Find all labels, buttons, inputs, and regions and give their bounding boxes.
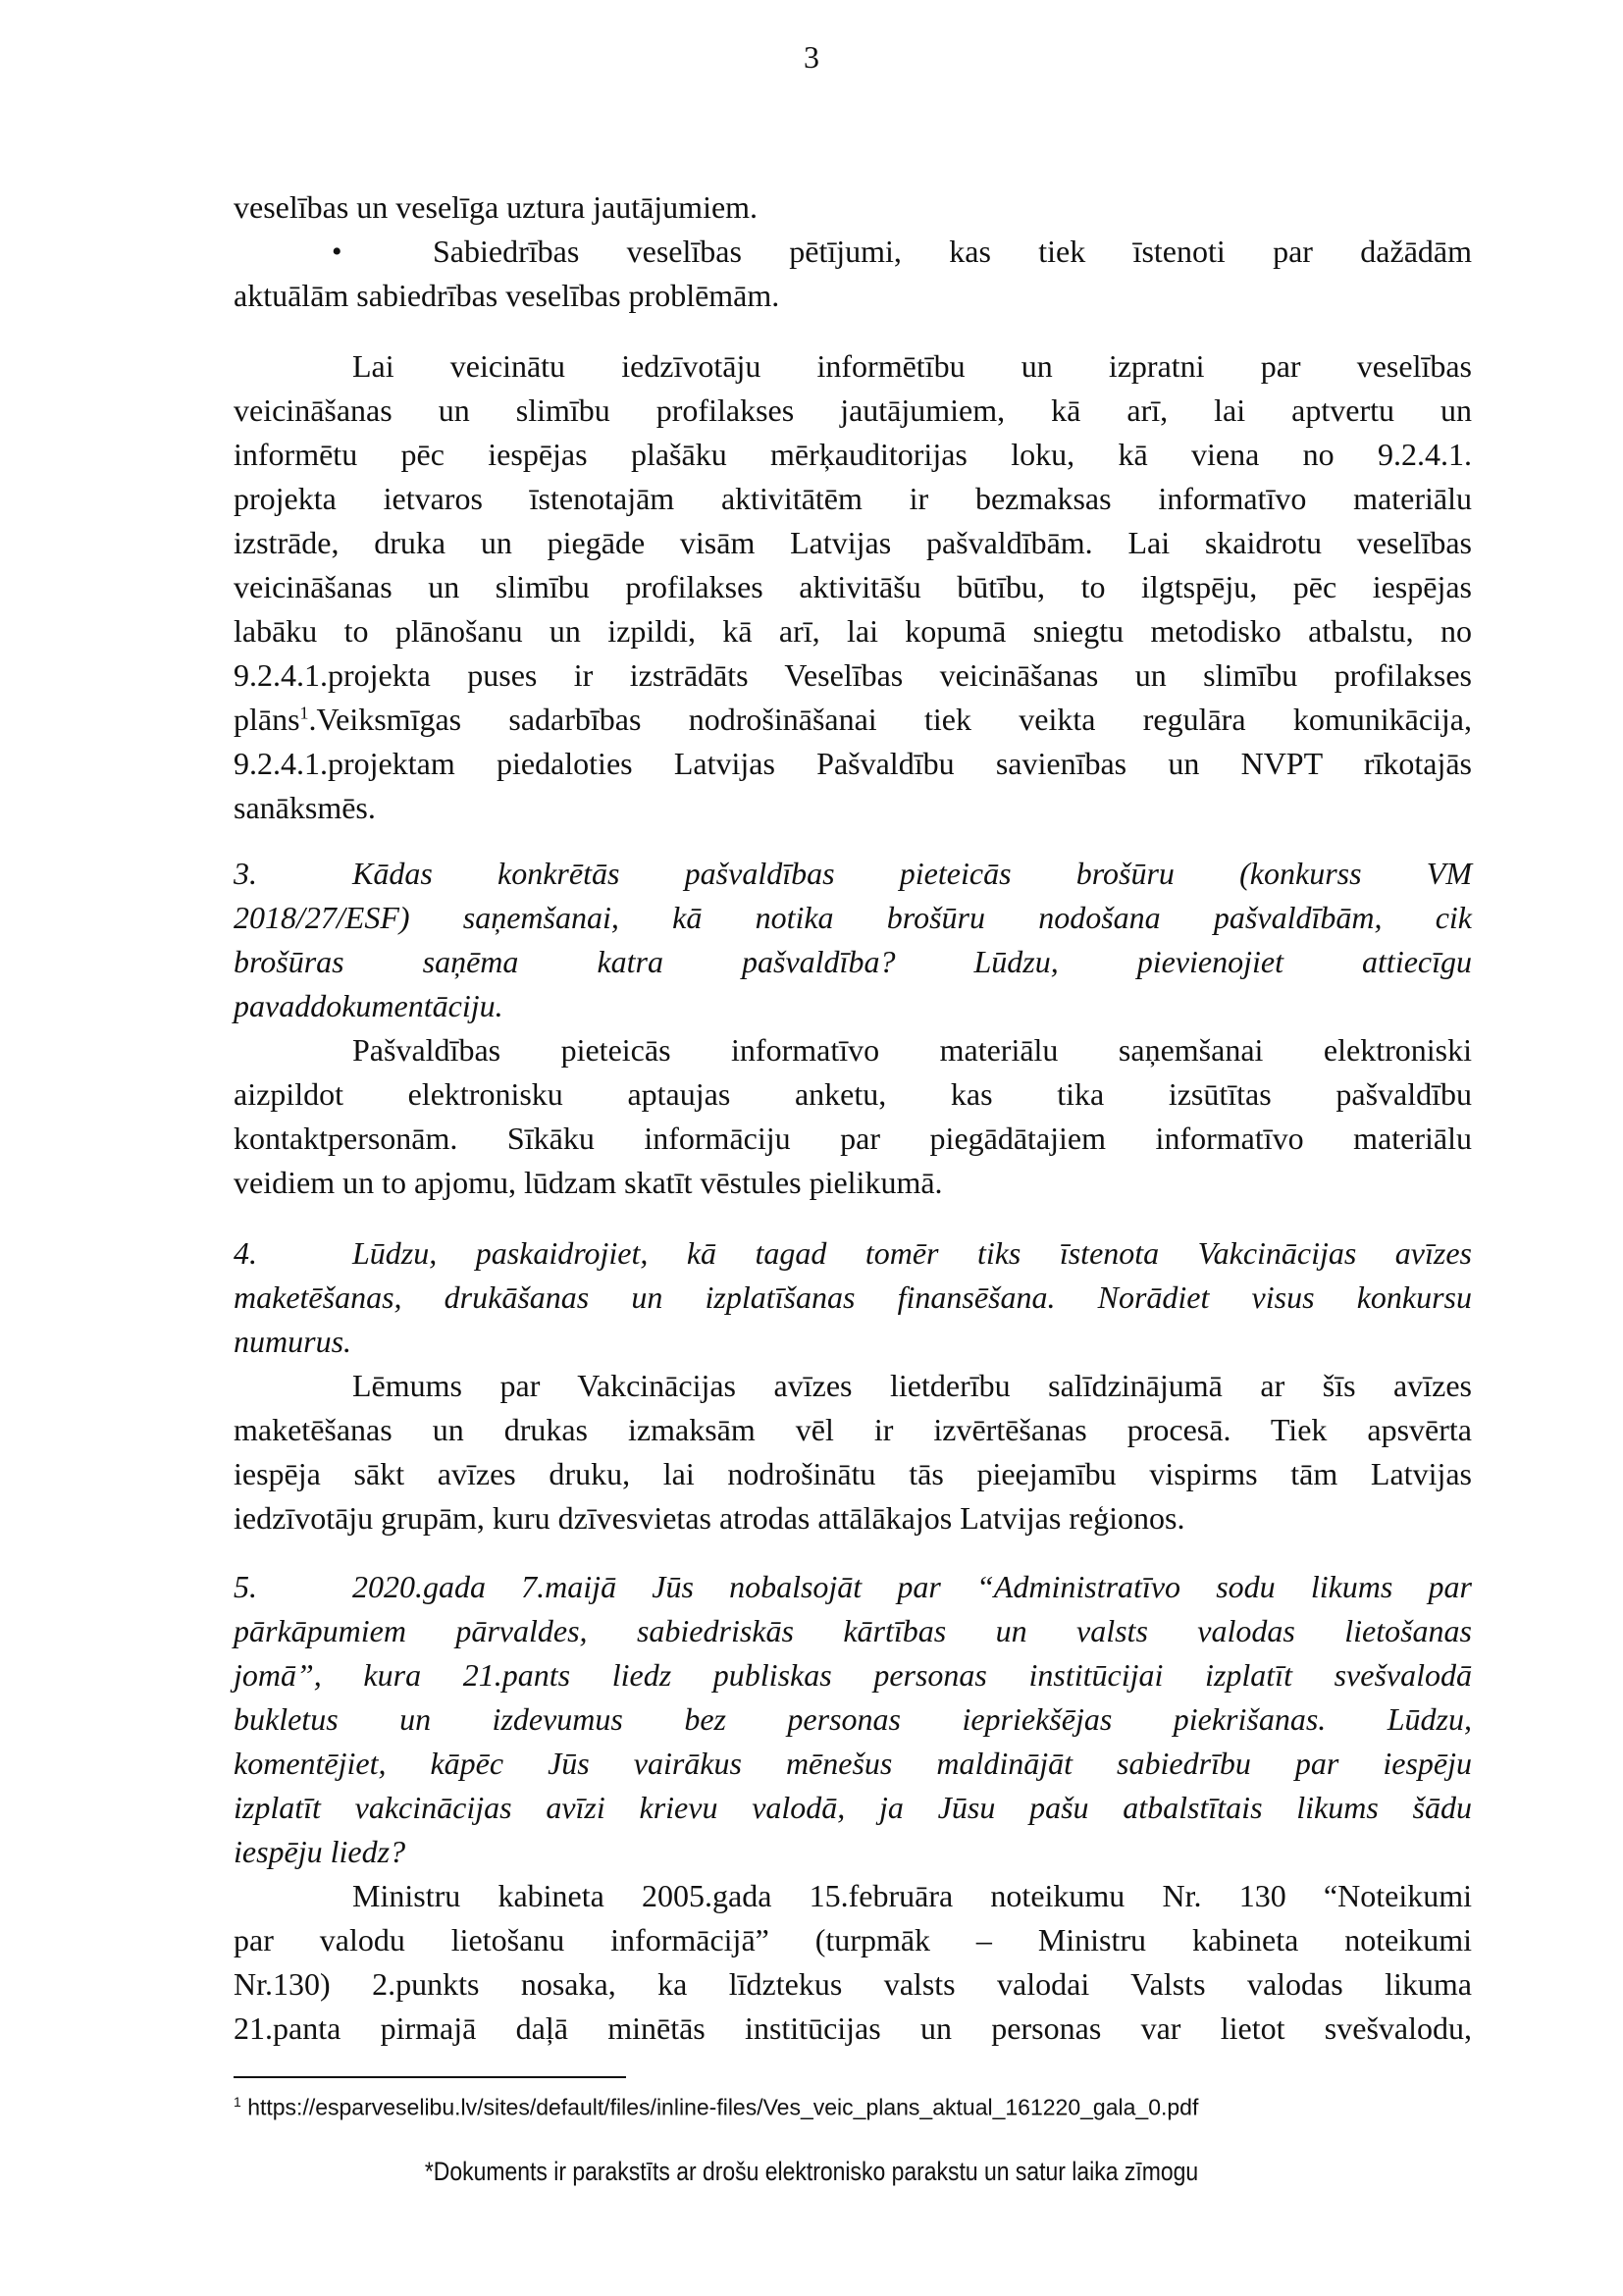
text-line: iespēja sākt avīzes druku, lai nodrošinātu tās pieejamību vispirms tām Latvijas [234,1456,1472,1491]
text-line: 2018/27/ESF) saņemšanai, kā notika brošūru nodošana pašvaldībām, cik [234,900,1472,935]
question-number: 3. [234,856,257,891]
text-line: sanāksmēs. [234,790,376,825]
text-line: maketēšanas, drukāšanas un izplatīšanas finansēšana. Norādiet visus konkursu [234,1279,1472,1315]
paragraph-informative-materials [234,344,1472,830]
text-line [234,1231,1472,1276]
text-line [234,852,1472,896]
text-line: Ministru kabineta 2005.gada 15.februāra noteikumu Nr. 130 “Noteikumi [352,1878,1472,1913]
text-line: 9.2.4.1.projektam piedaloties Latvijas Pašvaldību savienības un NVPT rīkotajās [234,746,1472,781]
text-line: veselības un veselīga uztura jautājumiem. [234,189,759,225]
footnote-ref[interactable]: 1 [299,703,309,723]
text-line: izstrāde, druka un piegāde visām Latvijas pašvaldībām. Lai skaidrotu veselības [234,525,1472,560]
footnote [234,2094,1198,2121]
text-line: Lēmums par Vakcinācijas avīzes lietderību salīdzinājumā ar šīs avīzes [352,1368,1472,1403]
page-number: 3 [804,39,819,75]
text-line [234,698,1472,742]
question-number: 4. [234,1235,257,1271]
text-line: veidiem un to apjomu, lūdzam skatīt vēstules pielikumā. [234,1165,943,1200]
text-line: Pašvaldības pieteicās informatīvo materiālu saņemšanai elektroniski [352,1032,1472,1068]
question-4 [234,1231,1472,1540]
footnote-number: 1 [234,2094,241,2110]
text-line: par valodu lietošanu informācijā” (turpmāk – Ministru kabineta noteikumi [234,1922,1472,1957]
text-line: projekta ietvaros īstenotajām aktivitātēm ir bezmaksas informatīvo materiālu [234,481,1472,516]
text-line: pavaddokumentāciju. [234,988,503,1023]
text-fragment: Kādas konkrētās pašvaldības pieteicās brošūru (konkurss VM [352,856,1472,891]
text-line: kontaktpersonām. Sīkāku informāciju par piegādātajiem informatīvo materiālu [234,1121,1472,1156]
signature-notice: *Dokuments ir parakstīts ar drošu elektronisko parakstu un satur laika zīmogu [424,2157,1199,2186]
text-fragment: 2020.gada 7.maijā Jūs nobalsojāt par “Administratīvo sodu likums par [352,1569,1472,1604]
text-line: informētu pēc iespējas plašāku mērķauditorijas loku, kā viena no 9.2.4.1. [234,437,1472,472]
footnote-link[interactable]: https://esparveselibu.lv/sites/default/files/inline-files/Ves_veic_plans_aktual_161220_gala_0.pdf [247,2094,1199,2120]
text-line: Lai veicinātu iedzīvotāju informētību un izpratni par veselības [352,348,1472,384]
text-line: iespēju liedz? [234,1834,406,1869]
bullet-icon: • [332,235,342,268]
text-line [234,1565,1472,1609]
footnote-divider [234,2076,626,2078]
text-line: brošūras saņēma katra pašvaldība? Lūdzu, pievienojiet attiecīgu [234,944,1472,979]
text-line: aizpildot elektronisku aptaujas anketu, kas tika izsūtītas pašvaldību [234,1076,1472,1112]
text-fragment: Lūdzu, paskaidrojiet, kā tagad tomēr tiks īstenota Vakcinācijas avīzes [352,1235,1472,1271]
text-line: pārkāpumiem pārvaldes, sabiedriskās kārtības un valsts valodas lietošanas [234,1613,1472,1648]
text-line: maketēšanas un drukas izmaksām vēl ir izvērtēšanas procesā. Tiek apsvērta [234,1412,1472,1447]
text-line: numurus. [234,1324,352,1359]
text-line: izplatīt vakcinācijas avīzi krievu valodā, ja Jūsu pašu atbalstītais likums šādu [234,1790,1472,1825]
text-line: jomā”, kura 21.pants liedz publiskas personas institūcijai izplatīt svešvalodā [234,1657,1472,1693]
text-fragment: plāns [234,702,300,737]
text-line: Sabiedrības veselības pētījumi, kas tiek īstenoti par dažādām [433,234,1472,269]
paragraph-continuation [234,185,1472,230]
text-fragment: .Veiksmīgas sadarbības nodrošināšanai tiek veikta regulāra komunikācija, [308,702,1472,737]
question-number: 5. [234,1569,257,1604]
text-line: veicināšanas un slimību profilakses jautājumiem, kā arī, lai aptvertu un [234,392,1472,428]
question-5 [234,1565,1472,2051]
text-line: 9.2.4.1.projekta puses ir izstrādāts Veselības veicināšanas un slimību profilakses [234,657,1472,693]
bullet-item [234,230,1472,318]
text-line: veicināšanas un slimību profilakses aktivitāšu būtību, to ilgtspēju, pēc iespējas [234,569,1472,604]
question-3 [234,852,1472,1205]
text-line: komentējiet, kāpēc Jūs vairākus mēnešus maldinājāt sabiedrību par iespēju [234,1746,1472,1781]
text-line: aktuālām sabiedrības veselības problēmām. [234,278,780,313]
text-line: 21.panta pirmajā daļā minētās institūcijas un personas var lietot svešvalodu, [234,2010,1472,2046]
text-line: iedzīvotāju grupām, kuru dzīvesvietas atrodas attālākajos Latvijas reģionos. [234,1500,1185,1536]
text-line: labāku to plānošanu un izpildi, kā arī, lai kopumā sniegtu metodisko atbalstu, no [234,613,1472,649]
text-line: bukletus un izdevumus bez personas iepriekšējas piekrišanas. Lūdzu, [234,1701,1472,1737]
text-line: Nr.130) 2.punkts nosaka, ka līdztekus valsts valodai Valsts valodas likuma [234,1966,1472,2002]
